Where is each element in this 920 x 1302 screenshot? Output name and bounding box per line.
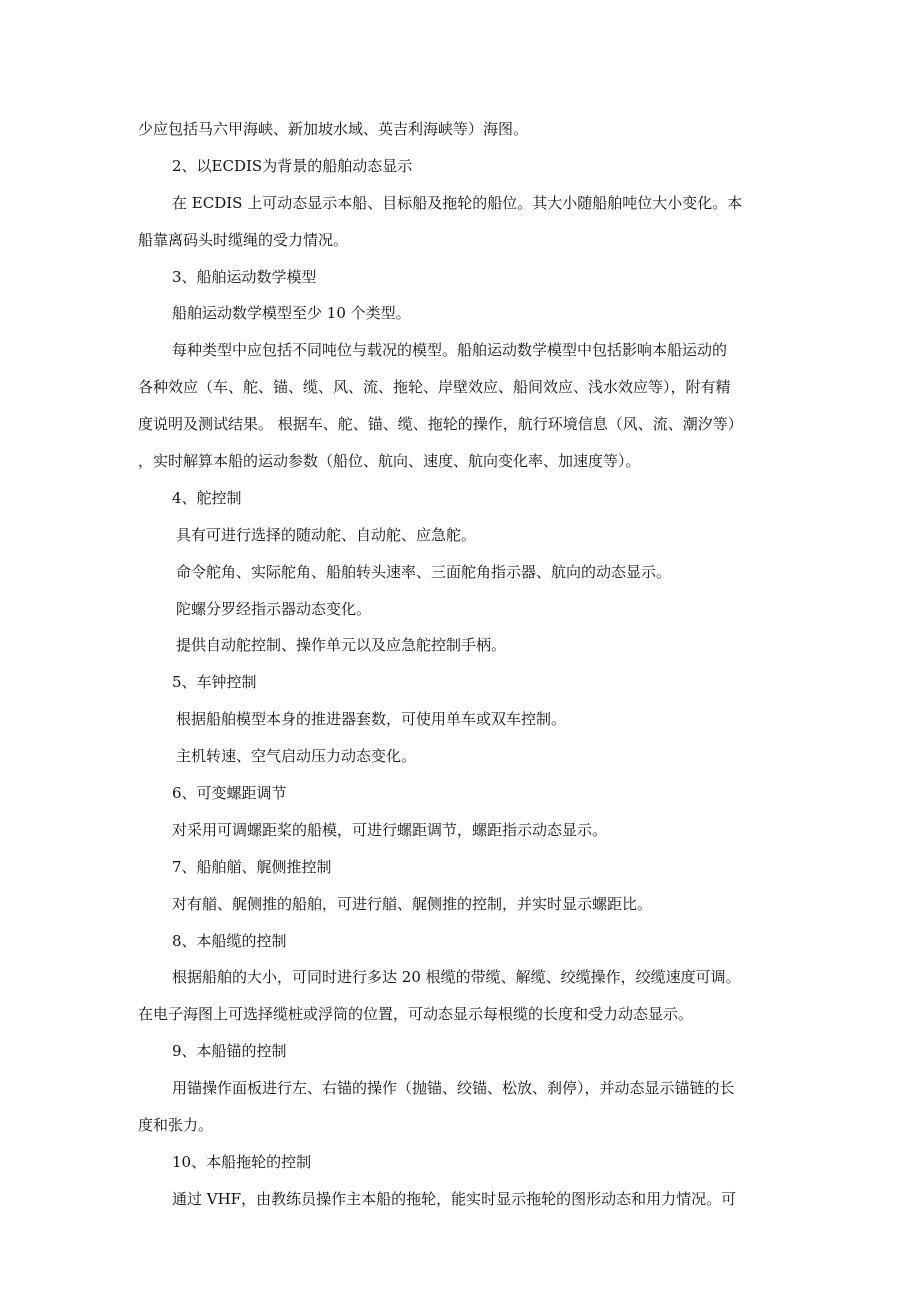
section-heading: 9、本船锚的控制 [172, 1042, 287, 1061]
text-line: 根据船舶的大小，可同时进行多达 20 根缆的带缆、解缆、绞缆操作，绞缆速度可调。 [172, 968, 741, 987]
section-heading: 5、车钟控制 [172, 673, 257, 692]
text-line: 通过 VHF，由教练员操作主本船的拖轮，能实时显示拖轮的图形动态和用力情况。可 [172, 1189, 737, 1208]
section-heading: 8、本船缆的控制 [172, 931, 287, 950]
text-line: 用锚操作面板进行左、右锚的操作（抛锚、绞锚、松放、刹停），并动态显示锚链的长 [172, 1079, 735, 1098]
text-line: 少应包括马六甲海峡、新加坡水域、英吉利海峡等）海图。 [138, 120, 529, 138]
section-heading: 3、船舶运动数学模型 [172, 267, 317, 286]
section-heading: 10、本船拖轮的控制 [172, 1152, 312, 1171]
text-line: 命令舵角、实际舵角、船舶转头速率、三面舵角指示器、航向的动态显示。 [176, 562, 672, 581]
section-heading: 6、可变螺距调节 [172, 784, 287, 803]
text-line: 船舶运动数学模型至少 10 个类型。 [172, 304, 411, 323]
text-line: 度和张力。 [138, 1116, 214, 1135]
text-line: 陀螺分罗经指示器动态变化。 [176, 599, 372, 618]
text-line: ，实时解算本船的运动参数（船位、航向、速度、航向变化率、加速度等）。 [138, 452, 641, 471]
text-line: 每种类型中应包括不同吨位与载况的模型。船舶运动数学模型中包括影响本船运动的 [172, 341, 728, 360]
text-line: 在 ECDIS 上可动态显示本船、目标船及拖轮的船位。其大小随船舶吨位大小变化。本 [172, 193, 743, 212]
text-line: 提供自动舵控制、操作单元以及应急舵控制手柄。 [176, 636, 507, 655]
text-line: 度说明及测试结果。 根据车、舵、锚、缆、拖轮的操作，航行环境信息（风、流、潮汐等） [138, 415, 743, 434]
text-line: 主机转速、空气启动压力动态变化。 [176, 747, 417, 766]
text-line: 在电子海图上可选择缆桩或浮筒的位置，可动态显示每根缆的长度和受力动态显示。 [138, 1005, 694, 1024]
text-line: 各种效应（车、舵、锚、缆、风、流、拖轮、岸壁效应、船间效应、浅水效应等），附有精 [138, 378, 731, 397]
text-line: 根据船舶模型本身的推进器套数，可使用单车或双车控制。 [176, 710, 567, 729]
text-line: 具有可进行选择的随动舵、自动舵、应急舵。 [176, 525, 477, 544]
text-line: 船靠离码头时缆绳的受力情况。 [138, 230, 349, 249]
text-line: 对有艏、艉侧推的船舶，可进行艏、艉侧推的控制，并实时显示螺距比。 [172, 894, 653, 913]
text-line: 对采用可调螺距桨的船模，可进行螺距调节，螺距指示动态显示。 [172, 820, 608, 839]
section-heading: 7、船舶艏、艉侧推控制 [172, 857, 332, 876]
document-body [138, 115, 788, 1222]
section-heading: 2、以ECDIS为背景的船舶动态显示 [172, 156, 413, 175]
section-heading: 4、舵控制 [172, 488, 242, 507]
